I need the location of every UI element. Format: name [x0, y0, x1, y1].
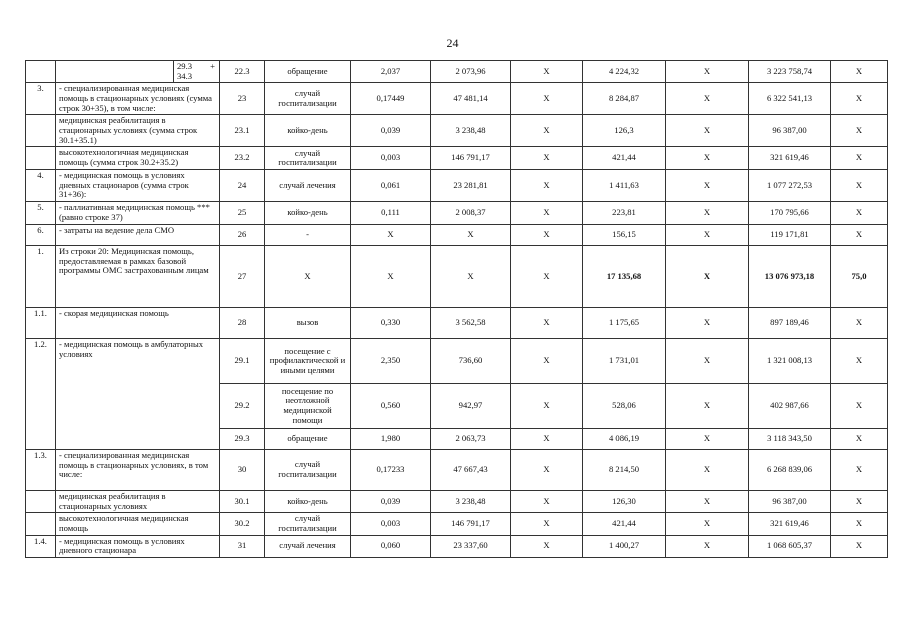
row-x1: X: [511, 170, 583, 202]
table-row: [26, 83, 888, 115]
row-total: 3 223 758,74: [749, 61, 831, 83]
row-code: 29.2: [220, 384, 265, 429]
row-cost: 3 238,48: [431, 115, 511, 147]
row-total: 170 795,66: [749, 202, 831, 225]
row-total: 1 077 272,53: [749, 170, 831, 202]
row-total: 3 118 343,50: [749, 429, 831, 450]
row-percent: X: [831, 225, 888, 246]
table-row: [26, 535, 888, 557]
row-percent: 75,0: [831, 246, 888, 308]
row-x1: X: [511, 83, 583, 115]
row-x2: X: [666, 491, 749, 513]
row-volume: 0,039: [351, 491, 431, 513]
row-total: 13 076 973,18: [749, 246, 831, 308]
row-x2: X: [666, 308, 749, 339]
row-x1: X: [511, 491, 583, 513]
row-cost: 146 791,17: [431, 513, 511, 535]
table-row: [26, 115, 888, 147]
row-percent: X: [831, 147, 888, 170]
row-x1: X: [511, 147, 583, 170]
row-volume: 0,560: [351, 384, 431, 429]
tariff-table: [25, 60, 888, 558]
row-cost: X: [431, 246, 511, 308]
row-rub: 8 284,87: [583, 83, 666, 115]
row-x2: X: [666, 61, 749, 83]
row-x2: X: [666, 450, 749, 491]
row-volume: 0,060: [351, 535, 431, 557]
row-code: 29.1: [220, 339, 265, 384]
row-volume: 0,003: [351, 513, 431, 535]
row-x1: X: [511, 535, 583, 557]
row-code: 26: [220, 225, 265, 246]
table-row: [26, 513, 888, 535]
row-unit: случай госпитализации: [265, 450, 351, 491]
row-volume: 0,330: [351, 308, 431, 339]
row-cost: 3 238,48: [431, 491, 511, 513]
row-code: 30.1: [220, 491, 265, 513]
row-code: 31: [220, 535, 265, 557]
row-volume: 0,17233: [351, 450, 431, 491]
row-x2: X: [666, 384, 749, 429]
row-rub: 421,44: [583, 513, 666, 535]
row-percent: X: [831, 83, 888, 115]
row-x2: X: [666, 115, 749, 147]
row-rub: 8 214,50: [583, 450, 666, 491]
row-code: 23.2: [220, 147, 265, 170]
row-total: 321 619,46: [749, 147, 831, 170]
row-percent: X: [831, 384, 888, 429]
row-x2: X: [666, 225, 749, 246]
row-name: - медицинская помощь в амбулаторных условиях: [56, 339, 220, 450]
row-number: [26, 147, 56, 170]
table-row: [26, 147, 888, 170]
row-unit: случай лечения: [265, 535, 351, 557]
row-unit: посещение по неотложной медицинской помощи: [265, 384, 351, 429]
row-rub: 528,06: [583, 384, 666, 429]
row-rub: 1 175,65: [583, 308, 666, 339]
sub-rows: [174, 61, 220, 83]
row-x1: X: [511, 450, 583, 491]
row-volume: 0,003: [351, 147, 431, 170]
table-row: [26, 450, 888, 491]
table-row: [26, 339, 888, 384]
row-name: [56, 61, 174, 83]
sum-sign: +: [210, 61, 215, 71]
row-x1: X: [511, 225, 583, 246]
row-number: 6.: [26, 225, 56, 246]
row-name: высокотехнологичная медицинская помощь (сумма строк 30.2+35.2): [56, 147, 220, 170]
row-x2: X: [666, 339, 749, 384]
row-cost: 47 667,43: [431, 450, 511, 491]
row-percent: X: [831, 170, 888, 202]
row-code: 27: [220, 246, 265, 308]
row-total: 897 189,46: [749, 308, 831, 339]
row-volume: 1,980: [351, 429, 431, 450]
row-name: медицинская реабилитация в стационарных условиях (сумма строк 30.1+35.1): [56, 115, 220, 147]
row-percent: X: [831, 429, 888, 450]
sub-row-ref: 29.3: [177, 61, 193, 71]
row-number: 1.2.: [26, 339, 56, 450]
row-x1: X: [511, 115, 583, 147]
row-code: 30: [220, 450, 265, 491]
row-total: 119 171,81: [749, 225, 831, 246]
row-rub: 126,30: [583, 491, 666, 513]
row-total: 96 387,00: [749, 491, 831, 513]
row-cost: 2 008,37: [431, 202, 511, 225]
row-percent: X: [831, 339, 888, 384]
row-x1: X: [511, 202, 583, 225]
row-percent: X: [831, 491, 888, 513]
row-rub: 421,44: [583, 147, 666, 170]
row-number: 4.: [26, 170, 56, 202]
page-number: 24: [446, 36, 459, 50]
row-code: 25: [220, 202, 265, 225]
row-number: [26, 115, 56, 147]
row-x2: X: [666, 513, 749, 535]
row-cost: 146 791,17: [431, 147, 511, 170]
row-x2: X: [666, 170, 749, 202]
row-number: [26, 61, 56, 83]
row-cost: 47 481,14: [431, 83, 511, 115]
row-volume: 0,061: [351, 170, 431, 202]
table-row: [26, 202, 888, 225]
row-x2: X: [666, 147, 749, 170]
table-row: [26, 491, 888, 513]
row-rub: 4 224,32: [583, 61, 666, 83]
row-unit: койко-день: [265, 115, 351, 147]
row-name: - медицинская помощь в условиях дневных стационаров (сумма строк 31+36):: [56, 170, 220, 202]
row-name: - специализированная медицинская помощь в стационарных условиях, в том числе:: [56, 450, 220, 491]
row-x1: X: [511, 339, 583, 384]
row-name: медицинская реабилитация в стационарных условиях: [56, 491, 220, 513]
row-cost: 23 281,81: [431, 170, 511, 202]
row-percent: X: [831, 308, 888, 339]
row-name: - затраты на ведение дела СМО: [56, 225, 220, 246]
row-total: 96 387,00: [749, 115, 831, 147]
row-total: 402 987,66: [749, 384, 831, 429]
row-unit: койко-день: [265, 491, 351, 513]
row-percent: X: [831, 450, 888, 491]
row-code: 28: [220, 308, 265, 339]
row-unit: случай госпитализации: [265, 83, 351, 115]
row-unit: обращение: [265, 61, 351, 83]
row-volume: 0,111: [351, 202, 431, 225]
row-x2: X: [666, 246, 749, 308]
row-rub: 156,15: [583, 225, 666, 246]
row-cost: 736,60: [431, 339, 511, 384]
row-name: - скорая медицинская помощь: [56, 308, 220, 339]
row-x1: X: [511, 308, 583, 339]
row-unit: случай госпитализации: [265, 147, 351, 170]
row-code: 30.2: [220, 513, 265, 535]
row-name: - медицинская помощь в условиях дневного стационара: [56, 535, 220, 557]
row-unit: X: [265, 246, 351, 308]
row-rub: 1 731,01: [583, 339, 666, 384]
row-cost: 942,97: [431, 384, 511, 429]
row-number: 1.4.: [26, 535, 56, 557]
row-number: [26, 513, 56, 535]
row-unit: койко-день: [265, 202, 351, 225]
row-code: 23: [220, 83, 265, 115]
row-number: 3.: [26, 83, 56, 115]
row-x1: X: [511, 429, 583, 450]
row-x1: X: [511, 384, 583, 429]
table-row: [26, 170, 888, 202]
row-x2: X: [666, 535, 749, 557]
row-volume: X: [351, 246, 431, 308]
row-name: - паллиативная медицинская помощь *** (равно строке 37): [56, 202, 220, 225]
row-rub: 17 135,68: [583, 246, 666, 308]
row-cost: X: [431, 225, 511, 246]
row-cost: 23 337,60: [431, 535, 511, 557]
row-number: 1.1.: [26, 308, 56, 339]
table-row: [26, 308, 888, 339]
row-x1: X: [511, 513, 583, 535]
row-percent: X: [831, 535, 888, 557]
row-cost: 2 073,96: [431, 61, 511, 83]
row-volume: 0,039: [351, 115, 431, 147]
table-row: [26, 225, 888, 246]
row-rub: 223,81: [583, 202, 666, 225]
row-code: 23.1: [220, 115, 265, 147]
row-volume: X: [351, 225, 431, 246]
row-percent: X: [831, 513, 888, 535]
row-total: 321 619,46: [749, 513, 831, 535]
row-number: 5.: [26, 202, 56, 225]
row-rub: 1 411,63: [583, 170, 666, 202]
row-unit: случай лечения: [265, 170, 351, 202]
row-total: 6 268 839,06: [749, 450, 831, 491]
row-code: 22.3: [220, 61, 265, 83]
table-row: [26, 61, 888, 83]
row-total: 1 068 605,37: [749, 535, 831, 557]
table-row: [26, 246, 888, 308]
row-x2: X: [666, 202, 749, 225]
row-code: 24: [220, 170, 265, 202]
row-total: 6 322 541,13: [749, 83, 831, 115]
row-name: Из строки 20: Медицинская помощь, предоставляемая в рамках базовой программы ОМС застрахованным лицам: [56, 246, 220, 308]
row-name: - специализированная медицинская помощь в стационарных условиях (сумма строк 30+35), в том числе:: [56, 83, 220, 115]
row-percent: X: [831, 202, 888, 225]
row-unit: случай госпитализации: [265, 513, 351, 535]
row-rub: 4 086,19: [583, 429, 666, 450]
row-volume: 2,037: [351, 61, 431, 83]
row-volume: 0,17449: [351, 83, 431, 115]
row-number: [26, 491, 56, 513]
row-x2: X: [666, 83, 749, 115]
row-cost: 3 562,58: [431, 308, 511, 339]
row-cost: 2 063,73: [431, 429, 511, 450]
row-percent: X: [831, 61, 888, 83]
row-unit: вызов: [265, 308, 351, 339]
row-x2: X: [666, 429, 749, 450]
row-percent: X: [831, 115, 888, 147]
row-number: 1.: [26, 246, 56, 308]
row-unit: обращение: [265, 429, 351, 450]
row-name: высокотехнологичная медицинская помощь: [56, 513, 220, 535]
row-total: 1 321 008,13: [749, 339, 831, 384]
row-code: 29.3: [220, 429, 265, 450]
row-unit: -: [265, 225, 351, 246]
row-number: 1.3.: [26, 450, 56, 491]
row-unit: посещение с профилактической и иными целями: [265, 339, 351, 384]
row-x1: X: [511, 246, 583, 308]
row-x1: X: [511, 61, 583, 83]
row-rub: 1 400,27: [583, 535, 666, 557]
row-volume: 2,350: [351, 339, 431, 384]
sub-row-ref: 34.3: [177, 70, 193, 81]
row-rub: 126,3: [583, 115, 666, 147]
